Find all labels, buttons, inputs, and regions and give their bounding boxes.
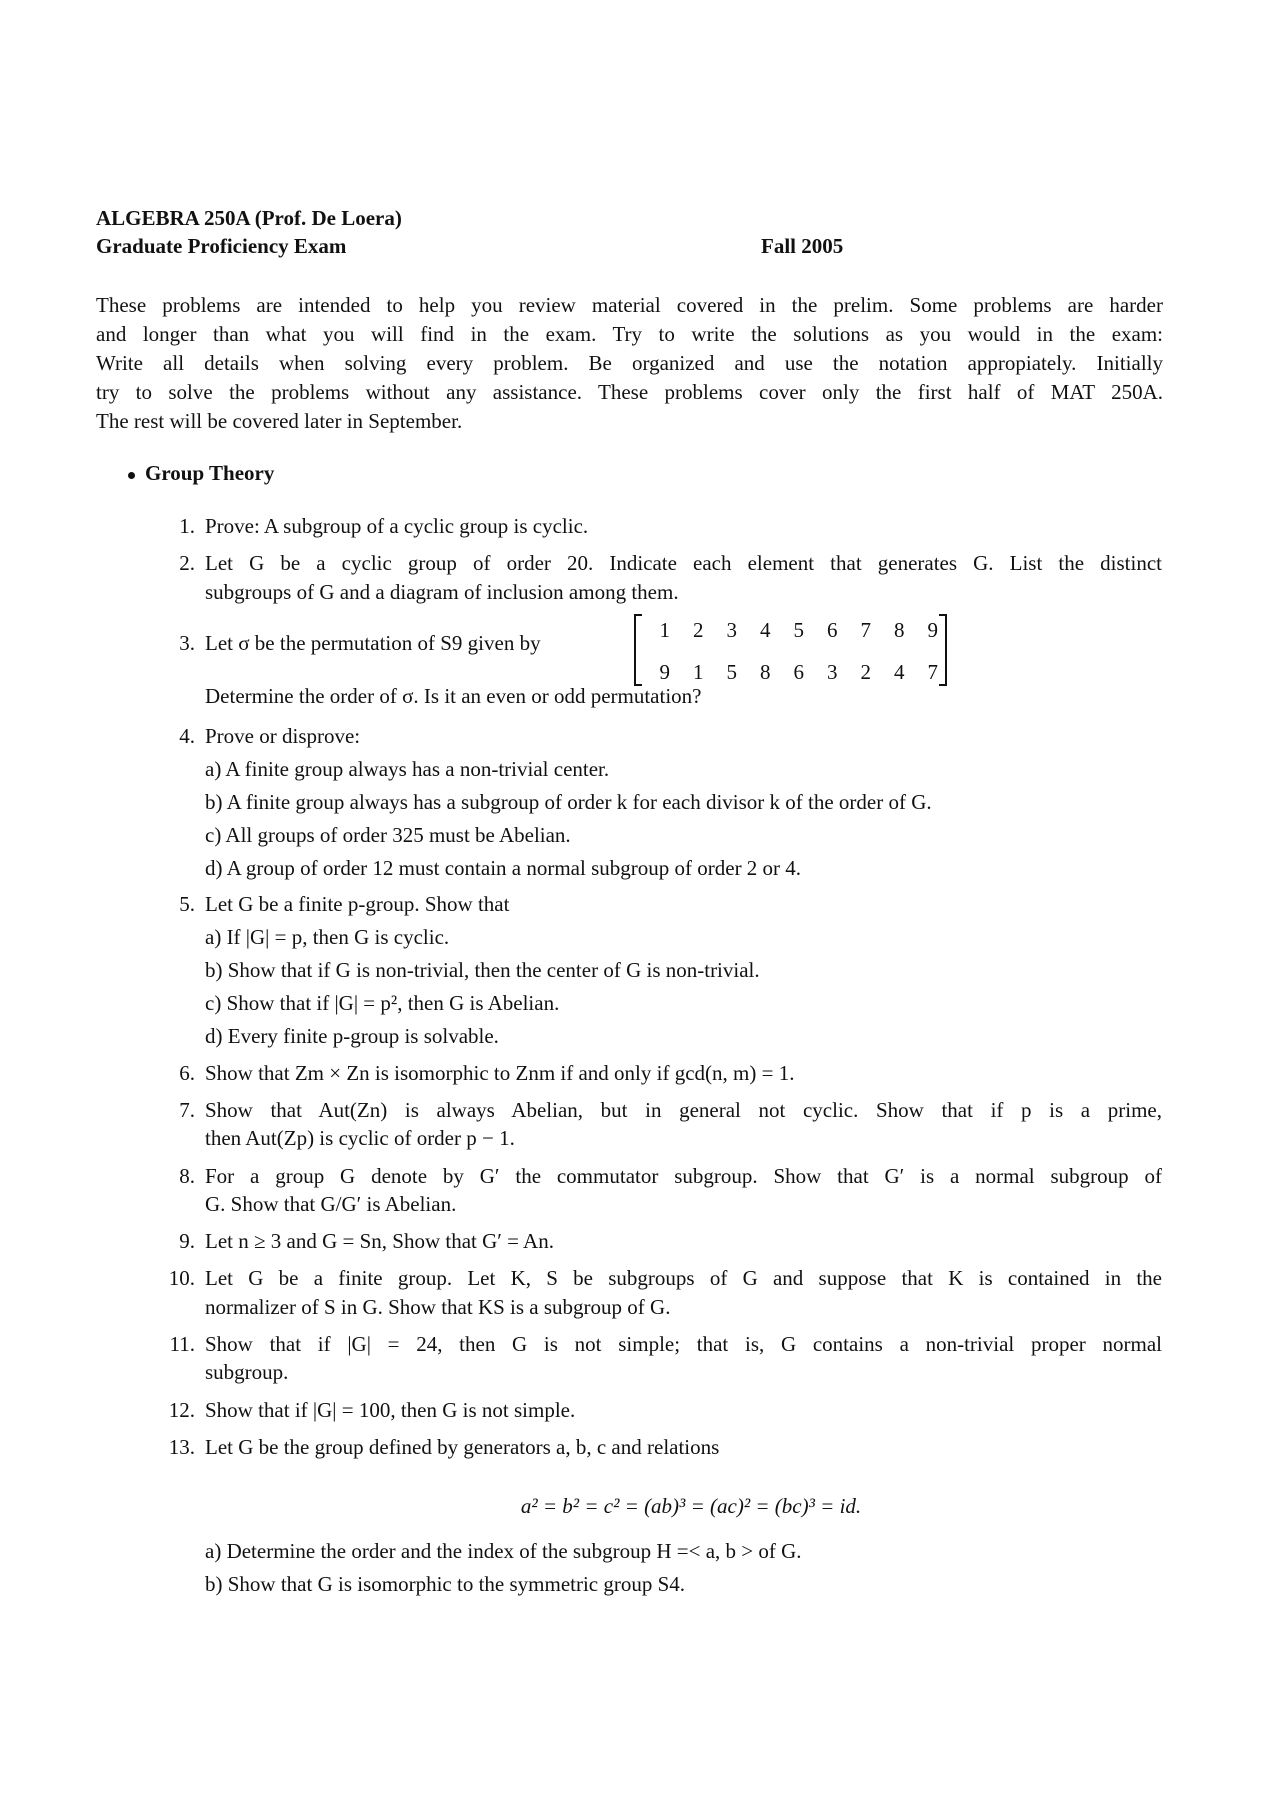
matrix-cell: 2 [693, 618, 704, 642]
right-bracket [939, 614, 947, 686]
bullet-icon [128, 472, 135, 479]
problem-text: then Aut(Zp) is cyclic of order p − 1. [205, 1126, 515, 1150]
problem-text: Let G be the group defined by generators a, b, c and relations [205, 1435, 720, 1459]
left-bracket [634, 614, 642, 686]
problem-text: Let G be a cyclic group of order 20. Indicate each element that generates G. List the distinct [205, 551, 1162, 575]
problem-number: 3. [179, 631, 195, 655]
sub-item: c) All groups of order 325 must be Abelian. [205, 823, 571, 847]
problem-text: normalizer of S in G. Show that KS is a subgroup of G. [205, 1295, 671, 1319]
sub-item: d) Every finite p-group is solvable. [205, 1024, 499, 1048]
problem-text: Show that Zm × Zn is isomorphic to Znm if and only if gcd(n, m) = 1. [205, 1061, 795, 1085]
problem-text: Show that if |G| = 100, then G is not simple. [205, 1398, 576, 1422]
problem-text: Show that Aut(Zn) is always Abelian, but in general not cyclic. Show that if p is a prime, [205, 1098, 1162, 1122]
matrix-cell: 4 [760, 618, 771, 642]
problem-number: 1. [179, 514, 195, 538]
problem-number: 6. [179, 1061, 195, 1085]
matrix-cell: 9 [659, 660, 670, 684]
matrix-cell: 4 [894, 660, 905, 684]
matrix-bottom-row [648, 660, 950, 684]
problem-text: For a group G denote by G′ the commutator subgroup. Show that G′ is a normal subgroup of [205, 1164, 1162, 1188]
equation-text: a² = b² = c² = (ab)³ = (ac)² = (bc)³ = id. [520, 1494, 862, 1518]
matrix-cell: 6 [793, 660, 804, 684]
problem-text: Let σ be the permutation of S9 given by [205, 631, 541, 655]
problem-number: 5. [179, 892, 195, 916]
matrix-cell: 9 [927, 618, 938, 642]
problem-number: 8. [179, 1164, 195, 1188]
intro-line: try to solve the problems without any assistance. These problems cover only the first half of MAT 250A. [96, 380, 1163, 404]
sub-item: a) If |G| = p, then G is cyclic. [205, 925, 450, 949]
section-title: Group Theory [145, 461, 275, 485]
problem-number: 4. [179, 724, 195, 748]
intro-line: These problems are intended to help you review material covered in the prelim. Some problems are harder [96, 293, 1163, 317]
matrix-cell: 1 [693, 660, 704, 684]
matrix-cell: 6 [827, 618, 838, 642]
problem-number: 10. [168, 1266, 195, 1290]
problem-text: Let n ≥ 3 and G = Sn, Show that G′ = An. [205, 1229, 554, 1253]
matrix-cell: 1 [659, 618, 670, 642]
matrix-cell: 8 [894, 618, 905, 642]
exam-term: Fall 2005 [761, 234, 844, 258]
permutation-matrix [634, 614, 947, 686]
problem-text: Let G be a finite group. Let K, S be subgroups of G and suppose that K is contained in the [205, 1266, 1162, 1290]
sub-item: b) Show that G is isomorphic to the symmetric group S4. [205, 1572, 686, 1596]
intro-line: and longer than what you will find in the exam. Try to write the solutions as you would in the exam: [96, 322, 1163, 346]
problem-text: G. Show that G/G′ is Abelian. [205, 1192, 457, 1216]
problem-text: Prove: A subgroup of a cyclic group is cyclic. [205, 514, 589, 538]
matrix-cell: 5 [793, 618, 804, 642]
problem-number: 9. [179, 1229, 195, 1253]
intro-line: Write all details when solving every problem. Be organized and use the notation appropiately. Initially [96, 351, 1163, 375]
matrix-cell: 7 [927, 660, 938, 684]
sub-item: c) Show that if |G| = p², then G is Abelian. [205, 991, 560, 1015]
problem-number: 12. [168, 1398, 195, 1422]
sub-item: b) Show that if G is non-trivial, then the center of G is non-trivial. [205, 958, 760, 982]
problem-number: 2. [179, 551, 195, 575]
problem-text: Show that if |G| = 24, then G is not simple; that is, G contains a non-trivial proper normal [205, 1332, 1162, 1356]
matrix-cell: 5 [726, 660, 737, 684]
problem-number: 7. [179, 1098, 195, 1122]
problem-number: 13. [168, 1435, 195, 1459]
matrix-cell: 3 [827, 660, 838, 684]
intro-line: The rest will be covered later in September. [96, 409, 463, 433]
problem-text: subgroup. [205, 1360, 289, 1384]
sub-item: a) Determine the order and the index of the subgroup H =< a, b > of G. [205, 1539, 802, 1563]
matrix-cell: 7 [860, 618, 871, 642]
sub-item: d) A group of order 12 must contain a normal subgroup of order 2 or 4. [205, 856, 802, 880]
relations-equation [0, 1494, 1280, 1518]
sub-item: b) A finite group always has a subgroup of order k for each divisor k of the order of G. [205, 790, 932, 814]
problem-number: 11. [169, 1332, 195, 1356]
matrix-top-row [648, 618, 950, 642]
problem-text: subgroups of G and a diagram of inclusion among them. [205, 580, 679, 604]
matrix-cell: 2 [860, 660, 871, 684]
matrix-cell: 8 [760, 660, 771, 684]
sub-item: a) A finite group always has a non-trivial center. [205, 757, 610, 781]
problem-text: Let G be a finite p-group. Show that [205, 892, 510, 916]
matrix-cell: 3 [726, 618, 737, 642]
problem-text: Determine the order of σ. Is it an even or odd permutation? [205, 684, 702, 708]
exam-subtitle: Graduate Proficiency Exam [96, 234, 347, 258]
problem-text: Prove or disprove: [205, 724, 361, 748]
exam-title: ALGEBRA 250A (Prof. De Loera) [96, 206, 402, 230]
